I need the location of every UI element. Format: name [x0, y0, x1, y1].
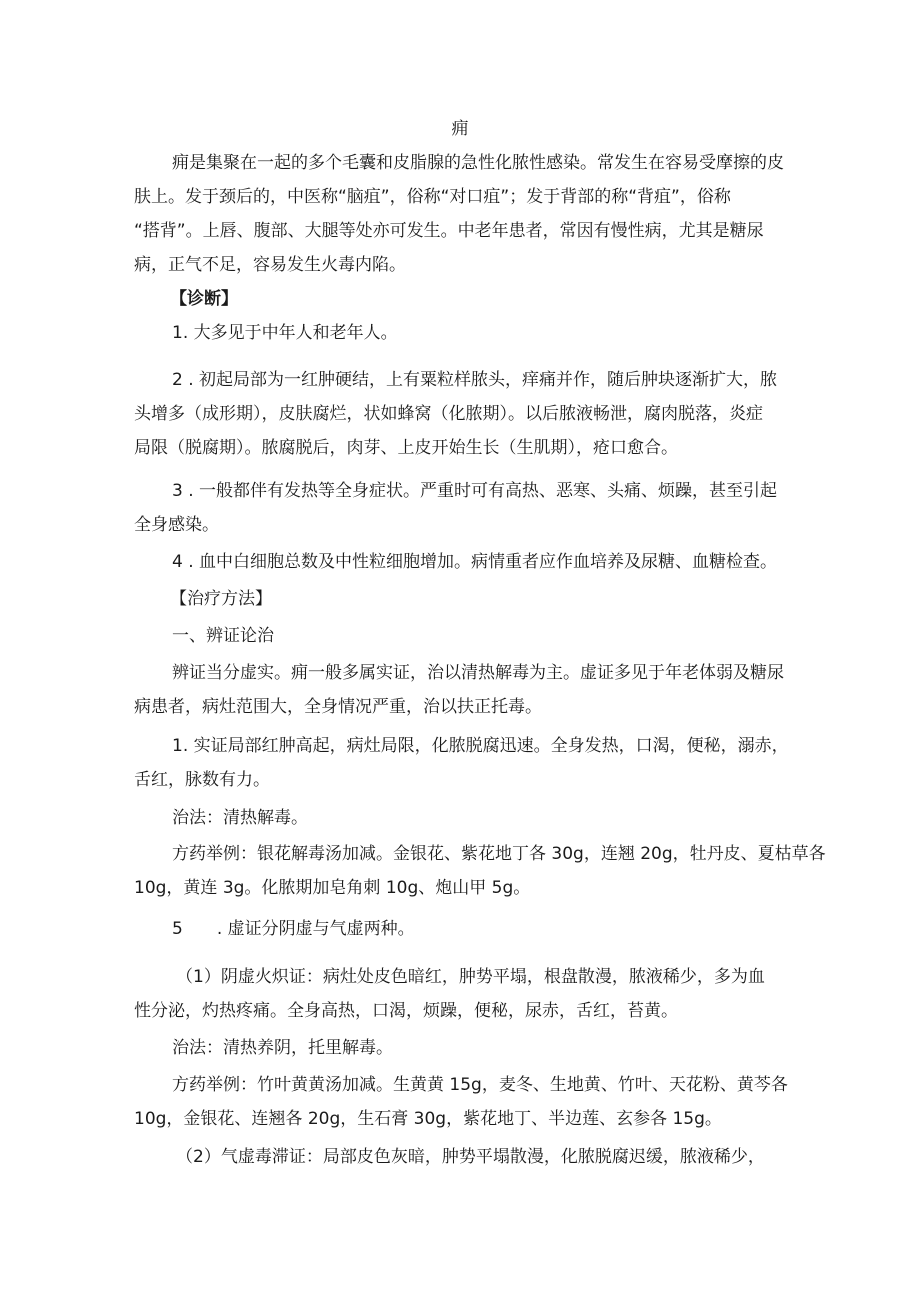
intro-paragraph [134, 146, 804, 282]
text-line: （2）气虚毒滞证：局部皮色灰暗，肿势平塌散漫，化脓脱腐迟缓，脓液稀少， [176, 1147, 765, 1167]
text-line: 5 . 虚证分阴虚与气虚两种。 [172, 919, 415, 939]
diagnosis-item-1 [134, 316, 804, 350]
yin-formula [134, 1068, 804, 1136]
text-line: 治法：清热解毒。 [172, 808, 308, 828]
diagnosis-item-4 [134, 545, 804, 579]
diagnosis-heading [134, 282, 804, 316]
text-line: 方药举例：竹叶黄黄汤加减。生黄黄 15g，麦冬、生地黄、竹叶、天花粉、黄芩各 [172, 1075, 788, 1095]
page-title: 痈 [451, 119, 469, 139]
deficiency-syndrome [134, 912, 804, 946]
text-line: 1. 大多见于中年人和老年人。 [172, 323, 398, 343]
text-line: 肤上。发于颈后的，中医称“脑疽”，俗称“对口疽”；发于背部的称“背疽”，俗称 [134, 187, 731, 207]
text-line: 性分泌，灼热疼痛。全身高热，口渴，烦躁，便秘，尿赤，舌红，苔黄。 [134, 1001, 678, 1021]
text-line: 10g，黄连 3g。化脓期加皂角刺 10g、炮山甲 5g。 [134, 878, 531, 898]
excess-syndrome [134, 729, 804, 797]
text-line: 1. 实证局部红肿高起，病灶局限，化脓脱腐迅速。全身发热，口渴，便秘，溺赤， [172, 736, 789, 756]
text-line: 方药举例：银花解毒汤加减。金银花、紫花地丁各 30g，连翘 20g，牡丹皮、夏枯草各 [172, 844, 826, 864]
heading-text: 【治疗方法】 [170, 589, 272, 609]
text-line: 痈是集聚在一起的多个毛囊和皮脂腺的急性化脓性感染。常发生在容易受摩擦的皮 [172, 153, 784, 173]
text-line: 病，正气不足，容易发生火毒内陷。 [134, 255, 406, 275]
treatment-heading [134, 582, 804, 616]
text-line: 4 . 血中白细胞总数及中性粒细胞增加。病情重者应作血培养及尿糖、血糖检查。 [172, 552, 778, 572]
text-line: 治法：清热养阴，托里解毒。 [172, 1038, 393, 1058]
text-line: “搭背”。上唇、腹部、大腿等处亦可发生。中老年患者，常因有慢性病，尤其是糖尿 [134, 221, 764, 241]
heading-text: 一、辨证论治 [172, 626, 274, 646]
text-line: 2 . 初起局部为一红肿硬结，上有粟粒样脓头，痒痛并作，随后肿块逐渐扩大，脓 [172, 370, 778, 390]
text-line: 10g，金银花、连翘各 20g，生石膏 30g，紫花地丁、半边莲、玄参各 15g。 [134, 1109, 722, 1129]
diagnosis-item-3 [134, 474, 804, 542]
text-line: 辨证当分虚实。痈一般多属实证，治以清热解毒为主。虚证多见于年老体弱及糖尿 [172, 663, 784, 683]
text-line: 舌红，脉数有力。 [134, 770, 270, 790]
yin-method [134, 1031, 804, 1065]
yin-deficiency [134, 960, 804, 1028]
text-line: 3 . 一般都伴有发热等全身症状。严重时可有高热、恶寒、头痛、烦躁，甚至引起 [172, 481, 778, 501]
diagnosis-item-2 [134, 363, 804, 465]
text-line: 全身感染。 [134, 515, 219, 535]
excess-method [134, 801, 804, 835]
text-line: （1）阴虚火炽证：病灶处皮色暗红，肿势平塌，根盘散漫，脓液稀少，多为血 [176, 967, 765, 987]
differentiation-paragraph [134, 656, 804, 724]
qi-deficiency [134, 1140, 804, 1174]
heading-text: 【诊断】 [170, 289, 238, 309]
section-1-heading [134, 619, 804, 653]
text-line: 病患者，病灶范围大，全身情况严重，治以扶正托毒。 [134, 697, 542, 717]
text-line: 头增多（成形期），皮肤腐烂，状如蜂窝（化脓期）。以后脓液畅泄，腐肉脱落，炎症 [134, 404, 763, 424]
excess-formula [134, 837, 826, 905]
text-line: 局限（脱腐期）。脓腐脱后，肉芽、上皮开始生长（生肌期），疮口愈合。 [134, 438, 678, 458]
